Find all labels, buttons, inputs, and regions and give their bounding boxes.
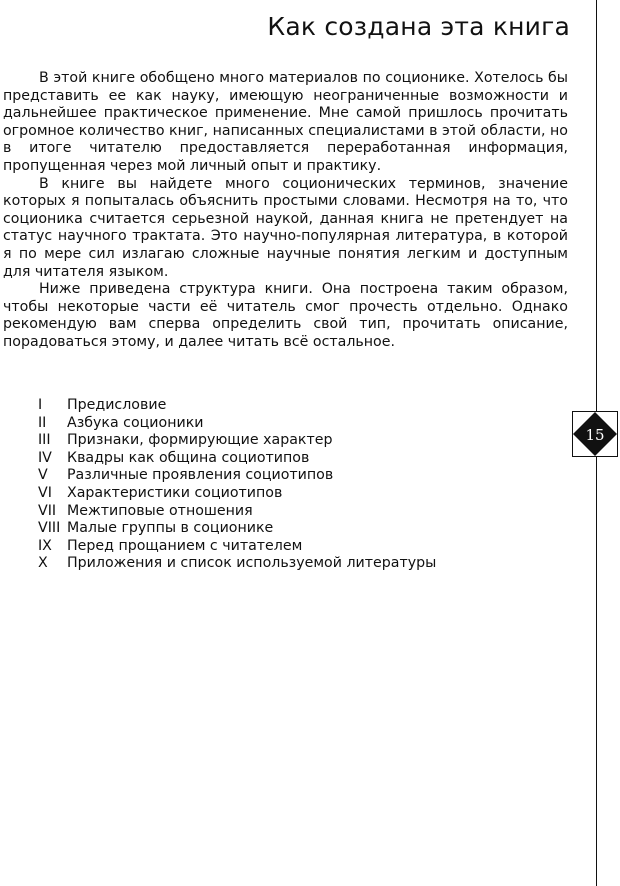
toc-item-number: IX — [38, 537, 52, 554]
toc-item-title: Малые группы в соционике — [67, 520, 274, 537]
toc-item — [38, 503, 436, 521]
toc-item — [38, 538, 436, 556]
table-of-contents — [38, 397, 436, 573]
toc-item — [38, 450, 436, 468]
toc-item-title: Предисловие — [67, 397, 167, 413]
toc-item — [38, 432, 436, 450]
toc-item-number: VI — [38, 484, 52, 501]
page-title: Как создана эта книга — [267, 12, 570, 41]
toc-item-title: Приложения и список используемой литературы — [67, 555, 437, 572]
paragraph: Ниже приведена структура книги. Она построена таким образом, чтобы некоторые части её читатель смог прочесть отдельно. Однако рекомендую вам сперва определить свой тип, прочитать описание, порадоваться этому, и далее читать всё остальное. — [3, 281, 568, 350]
toc-item-title: Перед прощанием с читателем — [67, 537, 303, 554]
page-number-badge — [572, 411, 618, 457]
toc-item — [38, 555, 436, 573]
toc-item-title: Различные проявления социотипов — [67, 467, 334, 484]
toc-item — [38, 485, 436, 503]
page-number: 15 — [585, 426, 605, 444]
toc-item-title: Квадры как община социотипов — [67, 449, 310, 466]
toc-item-number: VII — [38, 502, 57, 519]
toc-item-number: I — [38, 397, 43, 413]
toc-item-title: Признаки, формирующие характер — [67, 432, 333, 449]
paragraph: В книге вы найдете много соционических терминов, значение которых я попыталась объяснить простыми словами. Несмотря на то, что соционика считается серьезной наукой, данная книга не претендует на статус научного трактата. Это научно-популярная литература, в которой я по мере сил излагаю сложные научные понятия легким и доступным для читателя языком. — [3, 175, 568, 280]
toc-item — [38, 520, 436, 538]
toc-item-number: VIII — [38, 520, 61, 537]
toc-item-title: Межтиповые отношения — [67, 502, 253, 519]
toc-item-number: II — [38, 414, 47, 431]
paragraph: В этой книге обобщено много материалов по соционике. Хотелось бы представить ее как науку, имеющую неограниченные возможности и дальнейшее практическое применение. Мне самой пришлось прочитать огромное количество книг, написанных специалистами в этой области, но в итоге читателю предоставляется переработанная информация, пропущенная через мой личный опыт и практику. — [3, 70, 568, 174]
toc-item-number: IV — [38, 449, 52, 466]
body-text — [3, 70, 568, 352]
toc-item — [38, 415, 436, 433]
toc-item — [38, 467, 436, 485]
toc-item — [38, 397, 436, 415]
toc-item-number: III — [38, 432, 51, 449]
toc-item-title: Азбука соционики — [67, 414, 204, 431]
toc-item-number: V — [38, 467, 48, 484]
toc-item-title: Характеристики социотипов — [67, 484, 283, 501]
toc-item-number: X — [38, 555, 48, 572]
